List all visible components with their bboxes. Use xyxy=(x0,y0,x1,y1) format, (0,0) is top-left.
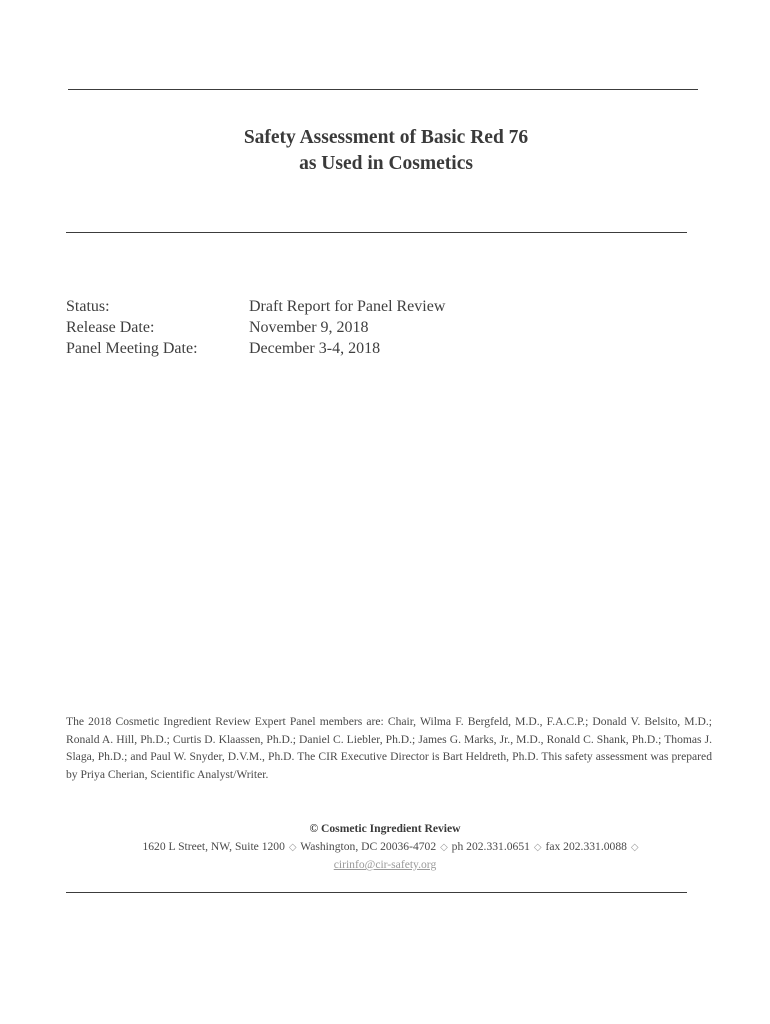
bottom-rule xyxy=(66,892,687,893)
status-label: Status: xyxy=(66,298,110,315)
title-line-1: Safety Assessment of Basic Red 76 xyxy=(243,127,529,148)
status-value: Draft Report for Panel Review xyxy=(249,298,446,315)
footer-address xyxy=(0,838,770,857)
footer xyxy=(0,820,770,874)
address-city: Washington, DC 20036-4702 xyxy=(300,839,437,853)
separator-icon: ◇ xyxy=(288,841,297,853)
fax-number: fax 202.331.0088 xyxy=(545,839,627,853)
title-bottom-rule xyxy=(66,232,687,233)
panel-members-paragraph: The 2018 Cosmetic Ingredient Review Expert Panel members are: Chair, Wilma F. Bergfeld, M.D., F.A.C.P.; Donald V. Belsito, M.D.; Ronald A. Hill, Ph.D.; Curtis D. Klaassen, Ph.D.; Daniel C. Liebler, Ph.D.; James G. Marks, Jr., M.D., Ronald C. Shank, Ph.D.; Thomas J. Slaga, Ph.D.; and Paul W. Snyder, D.V.M., Ph.D. The CIR Executive Director is Bart Heldreth, Ph.D. This safety assessment was prepared by Priya Cherian, Scientific Analyst/Writer. xyxy=(66,715,712,781)
release-date-label: Release Date: xyxy=(66,319,155,336)
footer-copyright: © Cosmetic Ingredient Review xyxy=(309,822,461,835)
footer-email-line xyxy=(0,856,770,874)
separator-icon: ◇ xyxy=(440,841,448,853)
separator-icon: ◇ xyxy=(533,841,542,853)
email-link[interactable]: cirinfo@cir-safety.org xyxy=(333,858,437,871)
title-line-2: as Used in Cosmetics xyxy=(299,153,473,174)
top-rule xyxy=(68,89,698,90)
separator-icon: ◇ xyxy=(630,841,639,853)
release-date-value: November 9, 2018 xyxy=(249,319,369,336)
address-street: 1620 L Street, NW, Suite 1200 xyxy=(142,839,285,853)
panel-meeting-date-label: Panel Meeting Date: xyxy=(66,340,198,357)
phone-number: ph 202.331.0651 xyxy=(451,839,530,853)
panel-meeting-date-value: December 3-4, 2018 xyxy=(249,340,381,357)
document-title xyxy=(0,125,770,177)
